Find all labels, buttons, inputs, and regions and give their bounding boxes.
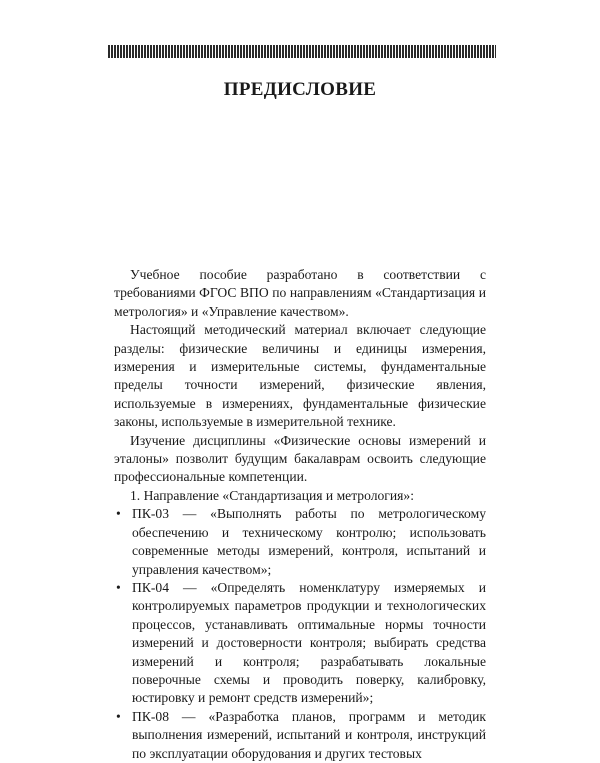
competency-text: ПК-03 — «Выполнять работы по метрологическому обеспечению и техническому контролю; использовать современные методы измерений, контроля, испытаний и управления качеством»;: [132, 506, 486, 577]
competency-text: ПК-08 — «Разработка планов, программ и методик выполнения измерений, испытаний и контроля, инструкций по эксплуатации оборудования и других тестовых: [132, 708, 486, 761]
header-rule: [108, 45, 496, 58]
competency-list: [114, 505, 486, 763]
competency-item: [114, 579, 486, 708]
bullet-icon: •: [116, 506, 121, 522]
body-text: [114, 266, 486, 763]
bullet-icon: •: [116, 579, 121, 595]
bullet-icon: •: [116, 708, 121, 724]
paragraph-competencies: Изучение дисциплины «Физические основы измерений и эталоны» позволит будущим бакалаврам освоить следующие профессиональные компетенции.: [114, 432, 486, 485]
page-title: ПРЕДИСЛОВИЕ: [223, 79, 377, 100]
paragraph-intro: Учебное пособие разработано в соответствии с требованиями ФГОС ВПО по направлениям «Стандартизация и метрология» и «Управление качеством».: [114, 267, 486, 319]
competency-item: [114, 708, 486, 763]
paragraph-contents: Настоящий методический материал включает следующие разделы: физические величины и единицы измерения, измерения и измерительные системы, фундаментальные пределы точности измерений, физические явления, используемые в измерениях, фундаментальные физические законы, используемые в измерительной технике.: [114, 322, 486, 430]
competency-text: ПК-04 — «Определять номенклатуру измеряемых и контролируемых параметров продукции и технологических процессов, устанавливать оптимальные нормы точности измерений и достоверности контроля; выбирать средства измерений и контроля; разрабатывать локальные поверочные схемы и проводить поверку, калибровку, юстировку и ремонт средств измерений»;: [132, 579, 486, 706]
competency-item: [114, 505, 486, 579]
direction-heading: 1. Направление «Стандартизация и метрология»:: [130, 487, 414, 503]
